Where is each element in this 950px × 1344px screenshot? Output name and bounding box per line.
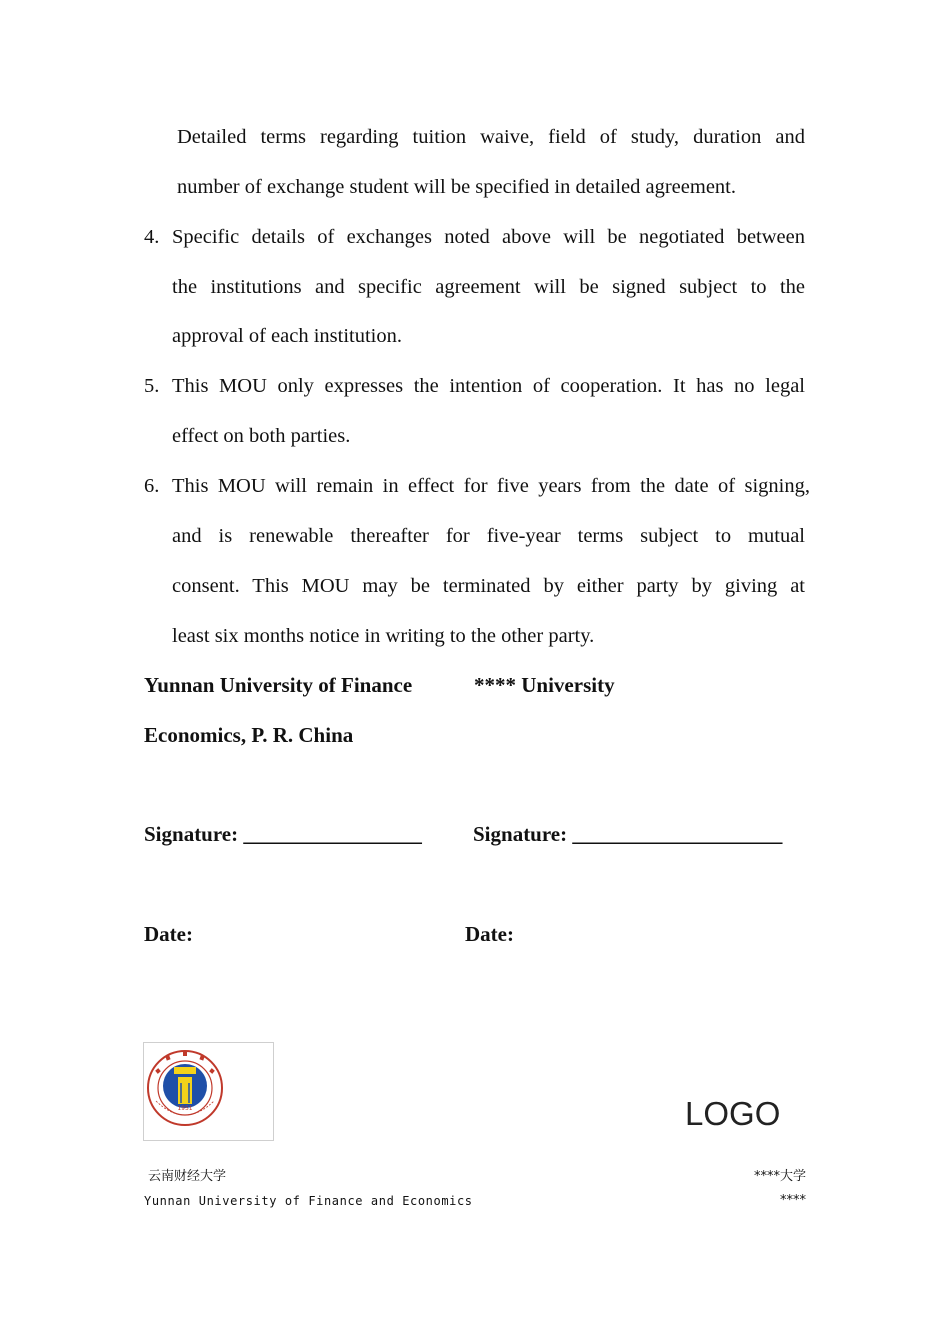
seal-year: 1951 <box>177 1105 193 1112</box>
date-right: Date: <box>465 922 514 946</box>
party-left-name-line-1: Yunnan University of Finance <box>144 673 413 697</box>
signature-left: Signature: _________________ <box>144 822 422 846</box>
item-5-number: 5. <box>144 375 160 397</box>
party-left-name-line-2: Economics, P. R. China <box>144 723 354 747</box>
item-5-line-2: effect on both parties. <box>172 425 351 447</box>
item-4-line-1: Specific details of exchanges noted above will be negotiated between <box>172 226 805 248</box>
paragraph-3-line-1: Detailed terms regarding tuition waive, field of study, duration and <box>177 126 805 148</box>
item-6-line-2: and is renewable thereafter for five-year terms subject to mutual <box>172 525 805 547</box>
paragraph-3-line-2: number of exchange student will be specified in detailed agreement. <box>177 176 736 198</box>
item-6-line-1: This MOU will remain in effect for five years from the date of signing, <box>172 475 810 497</box>
item-4-line-2: the institutions and specific agreement will be signed subject to the <box>172 276 805 298</box>
signature-right: Signature: ____________________ <box>473 822 783 846</box>
footer-left-chinese-name: 云南财经大学 <box>148 1169 227 1184</box>
date-left: Date: <box>144 922 193 946</box>
footer-left-english-name: Yunnan University of Finance and Economics <box>144 1194 473 1208</box>
footer-right-chinese-name: ****大学 <box>753 1169 806 1184</box>
footer-right-english-name: **** <box>780 1193 806 1208</box>
right-logo-placeholder: LOGO <box>685 1095 781 1132</box>
left-logo-frame <box>143 1042 274 1141</box>
item-5-line-1: This MOU only expresses the intention of cooperation. It has no legal <box>172 375 805 397</box>
item-6-number: 6. <box>144 475 160 497</box>
item-6-line-3: consent. This MOU may be terminated by either party by giving at <box>172 575 805 597</box>
university-seal-logo <box>144 1043 273 1140</box>
party-right-name: **** University <box>474 673 615 697</box>
item-6-line-4: least six months notice in writing to the other party. <box>172 625 595 647</box>
item-4-line-3: approval of each institution. <box>172 325 402 347</box>
item-4-number: 4. <box>144 226 160 248</box>
